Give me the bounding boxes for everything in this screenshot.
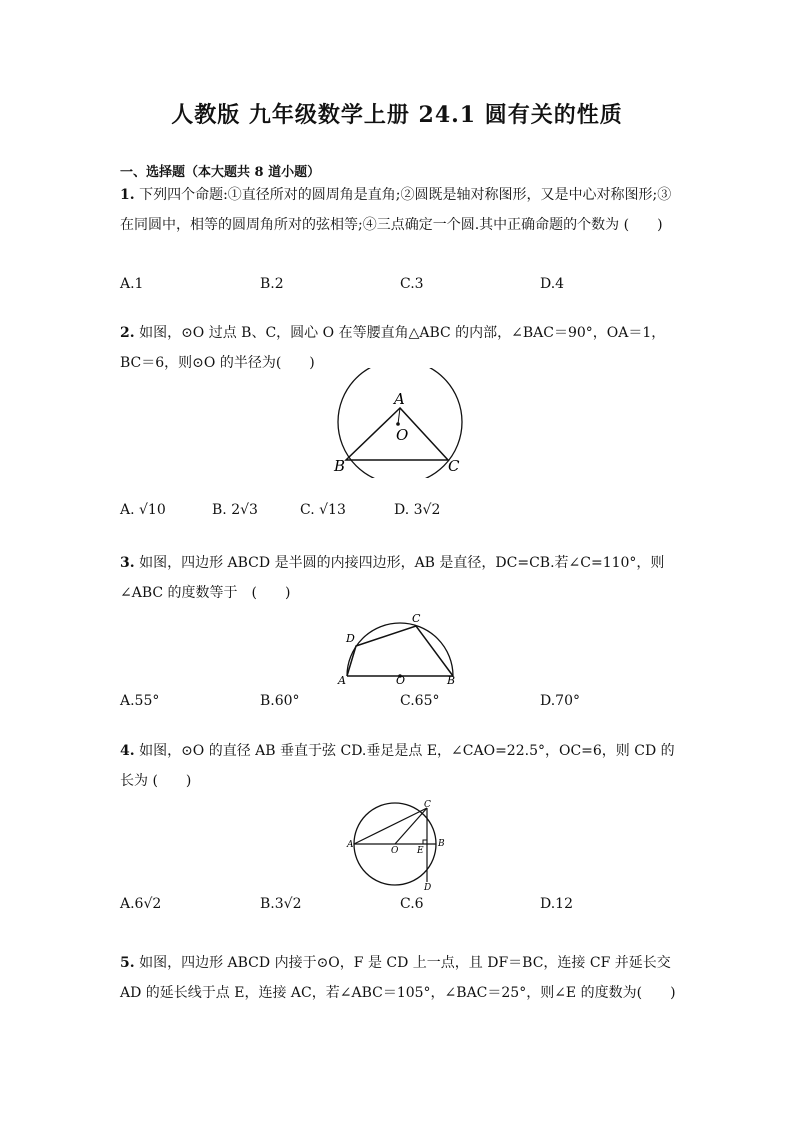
label-o: O [396,426,409,444]
option-c: C. √13 [300,502,346,518]
question-text: 如图，四边形 ABCD 是半圆的内接四边形，AB 是直径，DC=CB.若∠C=110°，则∠ABC 的度数等于 ( ) [120,555,665,601]
question-number: 5. [120,955,135,971]
label-a: A [394,390,405,408]
label-e: E [417,846,424,856]
label-c: C [424,800,431,810]
label-o: O [391,846,399,856]
figure-q2 [330,368,470,478]
option-d: D.12 [540,896,573,912]
option-a: A.1 [120,276,144,292]
question-text: 如图，⊙O 过点 B、C，圆心 O 在等腰直角△ABC 的内部，∠BAC＝90°，OA＝1，BC＝6，则⊙O 的半径为( ) [120,325,666,371]
option-b: B.60° [260,693,300,709]
segment-ac [354,808,427,844]
option-c: C.65° [400,693,440,709]
section-heading: 一、选择题（本大题共 8 道小题） [120,165,321,180]
question-5 [120,948,676,1008]
label-c: C [412,612,421,625]
quadrilateral-abcd [347,626,453,676]
option-b: B.3√2 [260,896,302,912]
option-a: A.6√2 [120,896,162,912]
label-a: A [347,840,354,850]
option-d: D.4 [540,276,565,292]
option-a: A.55° [120,693,160,709]
question-text: 下列四个命题:①直径所对的圆周角是直角;②圆既是轴对称图形，又是中心对称图形;③在同圆中，相等的圆周角所对的弦相等;④三点确定一个圆.其中正确命题的个数为 ( ) [120,187,672,233]
figure-q3 [336,610,464,686]
label-b: B [334,457,346,475]
question-3 [120,548,676,608]
question-2-options [120,502,680,526]
label-a: A [338,674,346,686]
question-number: 4. [120,743,135,759]
option-d: D.70° [540,693,580,709]
option-b: B.2 [260,276,284,292]
figure-q4 [345,800,455,892]
label-o: O [396,674,406,686]
question-text: 如图，四边形 ABCD 内接于⊙O，F 是 CD 上一点，且 DF＝BC，连接 CF 并延长交 AD 的延长线于点 E，连接 AC，若∠ABC＝105°，∠BAC＝25°，则∠E 的度数为( ) [120,955,676,1001]
question-4-options [120,896,680,920]
question-1 [120,180,676,240]
option-c: C.6 [400,896,424,912]
option-a: A. √10 [120,502,166,518]
label-b: B [447,674,456,686]
question-4 [120,736,676,796]
label-d: D [424,883,432,892]
question-number: 3. [120,555,135,571]
page-title: 人教版 九年级数学上册 24.1 圆有关的性质 [171,102,623,128]
option-b: B. 2√3 [212,502,258,518]
circle-o [338,368,462,478]
label-b: B [438,839,445,849]
question-3-options [120,693,680,717]
question-number: 2. [120,325,135,341]
question-text: 如图，⊙O 的直径 AB 垂直于弦 CD.垂足是点 E，∠CAO=22.5°，OC=6，则 CD 的长为 ( ) [120,743,675,789]
label-c: C [448,457,460,475]
option-c: C.3 [400,276,424,292]
question-1-options [120,276,680,300]
option-d: D. 3√2 [394,502,441,518]
label-d: D [346,632,355,645]
question-number: 1. [120,187,135,203]
segment-oc [395,808,427,844]
